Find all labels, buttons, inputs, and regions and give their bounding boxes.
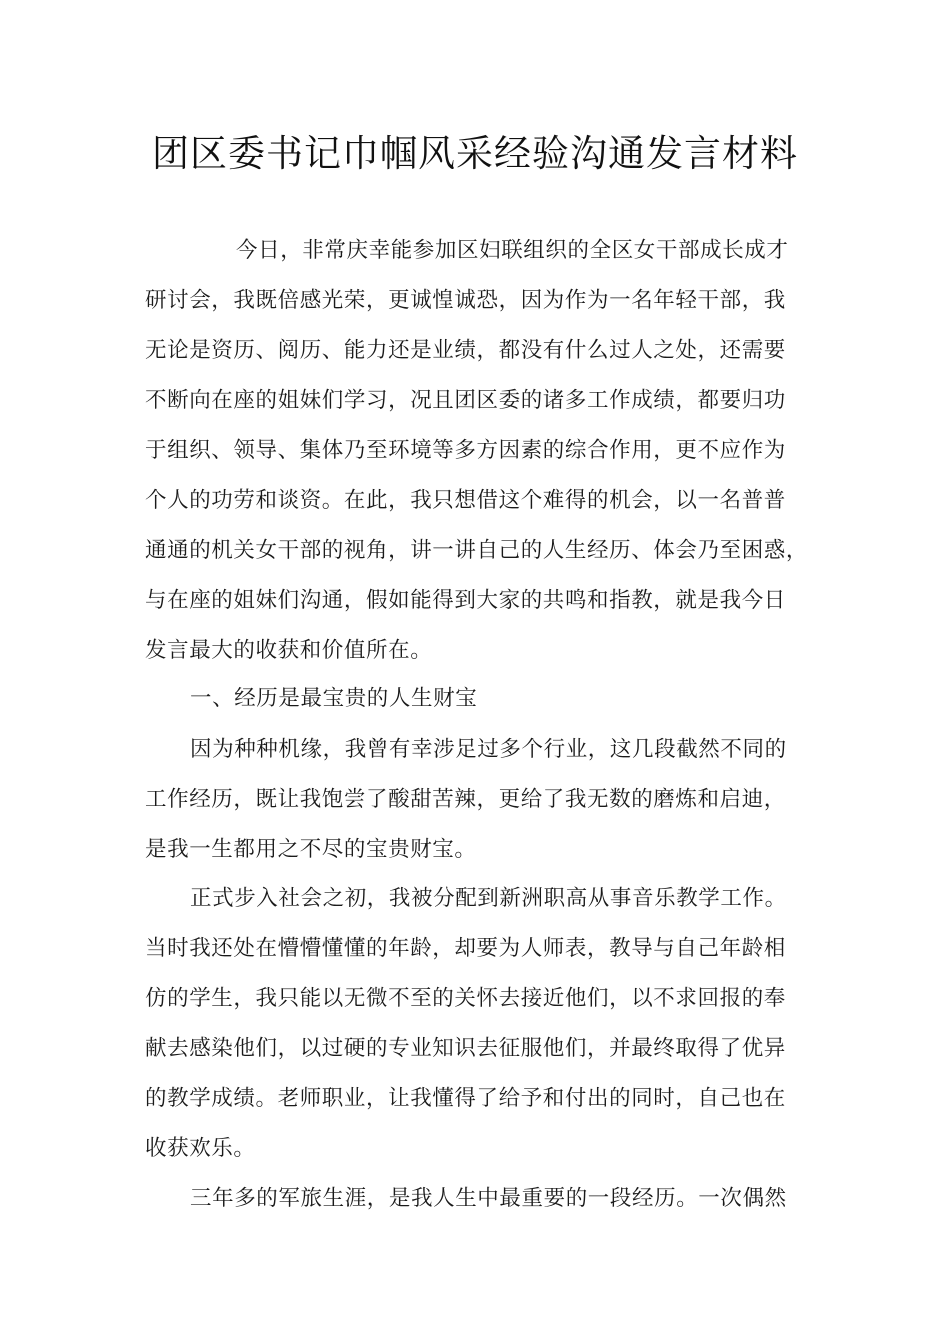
paragraph-line: 是我一生都用之不尽的宝贵财宝。 [145,837,477,862]
paragraph-line: 无论是资历、阅历、能力还是业绩，都没有什么过人之处，还需要 [145,338,786,363]
paragraph-line: 仿的学生，我只能以无微不至的关怀去接近他们，以不求回报的奉 [145,986,786,1011]
paragraph-line: 正式步入社会之初，我被分配到新洲职高从事音乐教学工作。 [190,886,787,911]
paragraph-line: 三年多的军旅生涯，是我人生中最重要的一段经历。一次偶然 [190,1186,787,1211]
paragraph-line: 因为种种机缘，我曾有幸涉足过多个行业，这几段截然不同的 [190,737,787,762]
paragraph-line: 不断向在座的姐妹们学习，况且团区委的诸多工作成绩，都要归功 [145,388,786,413]
paragraph-line: 当时我还处在懵懵懂懂的年龄，却要为人师表，教导与自己年龄相 [145,936,786,961]
paragraph-line: 个人的功劳和谈资。在此，我只想借这个难得的机会，以一名普普 [145,488,786,513]
document-title: 团区委书记巾帼风采经验沟通发言材料 [152,132,798,175]
paragraph-line: 与在座的姐妹们沟通，假如能得到大家的共鸣和指教，就是我今日 [145,588,786,613]
paragraph-line: 研讨会，我既倍感光荣，更诚惶诚恐，因为作为一名年轻干部，我 [145,288,786,313]
paragraph-line: 收获欢乐。 [145,1136,256,1161]
section-heading: 一、经历是最宝贵的人生财宝 [190,686,478,711]
paragraph-line: 于组织、领导、集体乃至环境等多方因素的综合作用，更不应作为 [145,438,786,463]
paragraph-line: 的教学成绩。老师职业，让我懂得了给予和付出的同时，自己也在 [145,1086,786,1111]
paragraph-line: 发言最大的收获和价值所在。 [145,638,433,663]
paragraph-line: 通通的机关女干部的视角，讲一讲自己的人生经历、体会乃至困惑， [145,538,809,563]
paragraph-line: 献去感染他们，以过硬的专业知识去征服他们，并最终取得了优异 [145,1036,786,1061]
paragraph-line: 今日，非常庆幸能参加区妇联组织的全区女干部成长成才 [236,238,789,263]
paragraph-line: 工作经历，既让我饱尝了酸甜苦辣，更给了我无数的磨炼和启迪， [145,787,786,812]
